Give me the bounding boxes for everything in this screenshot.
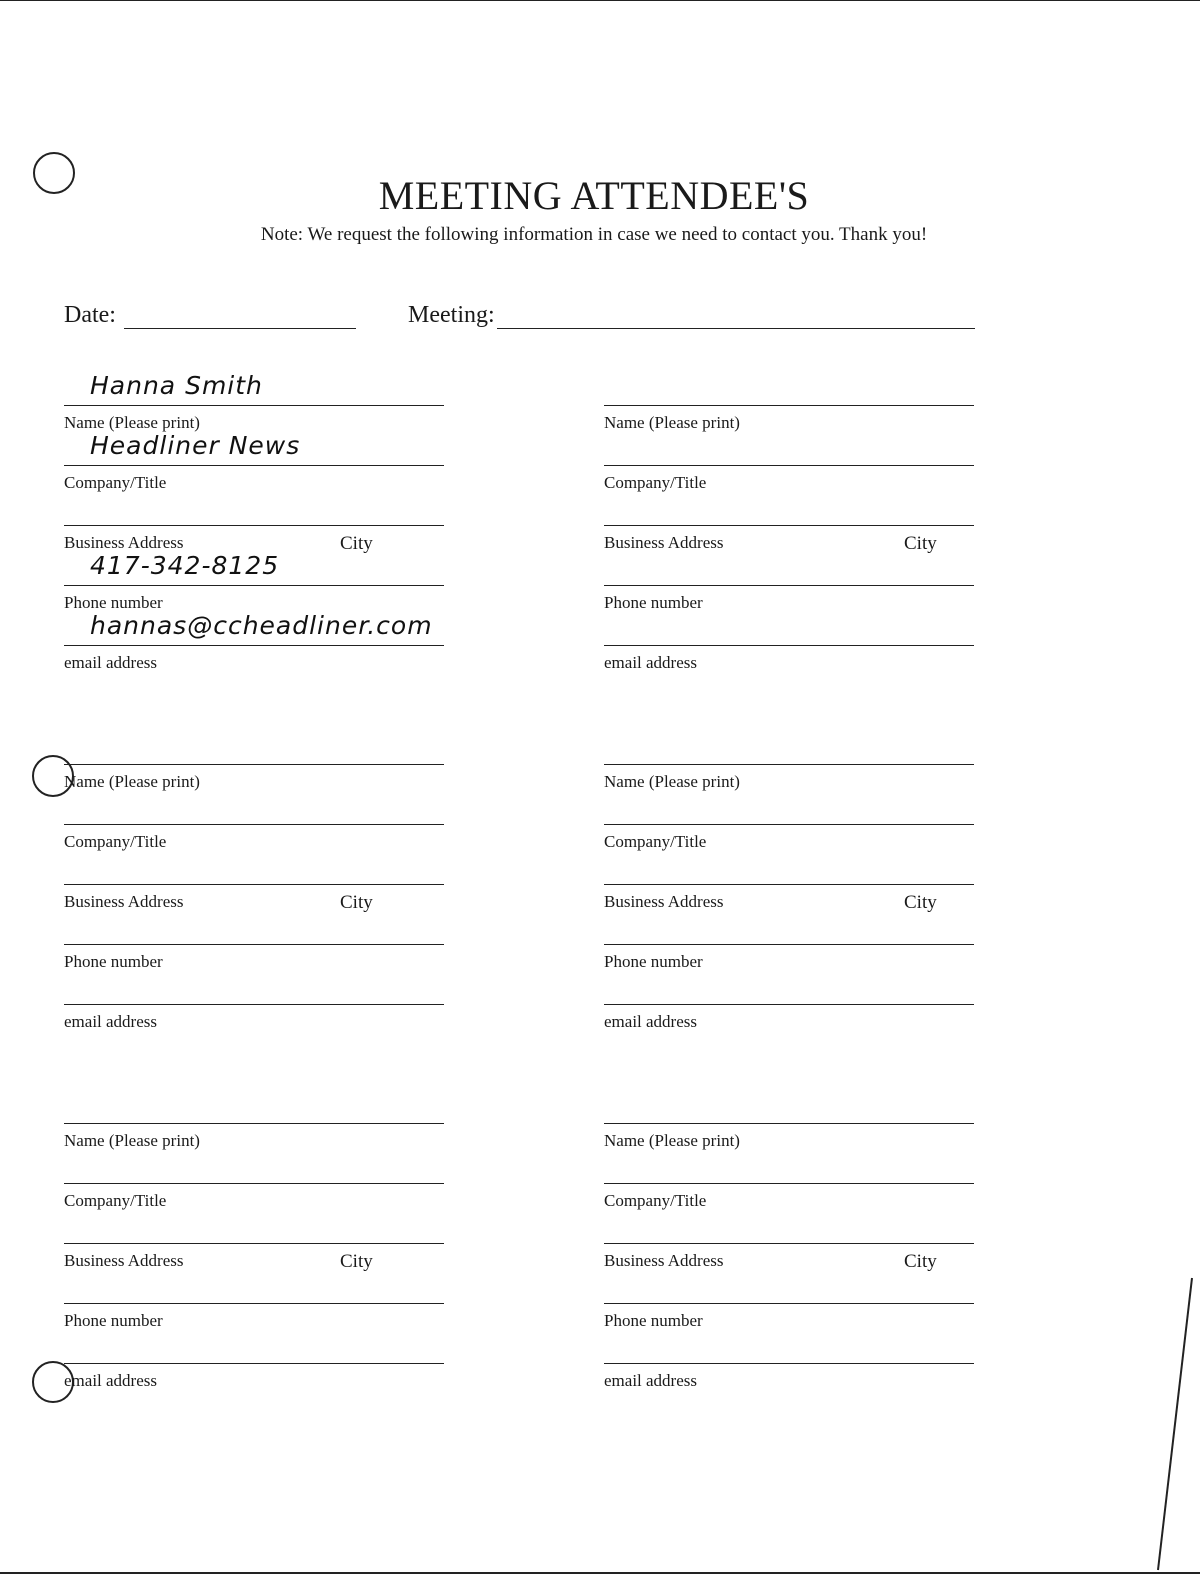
city-label: City	[904, 533, 937, 554]
email-label: email address	[604, 1371, 697, 1390]
name-field-line[interactable]	[604, 1123, 974, 1124]
phone-label: Phone number	[64, 1311, 163, 1330]
meeting-line[interactable]	[497, 328, 975, 329]
address-field-line[interactable]	[64, 1243, 444, 1244]
date-label: Date:	[64, 302, 116, 328]
email-field-line[interactable]	[64, 1004, 444, 1005]
date-line[interactable]	[124, 328, 356, 329]
city-label: City	[904, 1251, 937, 1272]
company-label: Company/Title	[604, 1191, 707, 1210]
email-field-line[interactable]	[604, 1004, 974, 1005]
email-label: email address	[64, 653, 157, 672]
email-field-line[interactable]	[604, 1363, 974, 1364]
phone-label: Phone number	[64, 952, 163, 971]
phone-label: Phone number	[604, 1311, 703, 1330]
email-label: email address	[604, 1012, 697, 1031]
address-field-line[interactable]	[604, 525, 974, 526]
company-field-line[interactable]	[604, 1183, 974, 1184]
company-field-line[interactable]	[64, 465, 444, 466]
address-field-line[interactable]	[64, 884, 444, 885]
name-label: Name (Please print)	[604, 772, 740, 791]
company-label: Company/Title	[604, 473, 707, 492]
address-label: Business Address	[64, 533, 184, 552]
company-label: Company/Title	[64, 473, 167, 492]
email-label: email address	[64, 1012, 157, 1031]
company-label: Company/Title	[64, 832, 167, 851]
city-label: City	[904, 892, 937, 913]
name-label: Name (Please print)	[604, 1131, 740, 1150]
name-field-line[interactable]	[64, 1123, 444, 1124]
name-label: Name (Please print)	[64, 1131, 200, 1150]
company-handwritten-value: Headliner News	[90, 431, 301, 460]
address-label: Business Address	[64, 892, 184, 911]
city-label: City	[340, 1251, 373, 1272]
city-label: City	[340, 533, 373, 554]
page-fold-edge	[1130, 1270, 1200, 1576]
phone-field-line[interactable]	[604, 944, 974, 945]
company-field-line[interactable]	[604, 824, 974, 825]
company-field-line[interactable]	[64, 1183, 444, 1184]
name-field-line[interactable]	[604, 405, 974, 406]
name-label: Name (Please print)	[64, 413, 200, 432]
email-label: email address	[604, 653, 697, 672]
phone-label: Phone number	[604, 952, 703, 971]
address-field-line[interactable]	[604, 884, 974, 885]
email-field-line[interactable]	[604, 645, 974, 646]
company-label: Company/Title	[604, 832, 707, 851]
phone-field-line[interactable]	[64, 1303, 444, 1304]
meeting-label: Meeting:	[408, 302, 495, 328]
address-field-line[interactable]	[604, 1243, 974, 1244]
email-field-line[interactable]	[64, 1363, 444, 1364]
name-field-line[interactable]	[64, 405, 444, 406]
phone-label: Phone number	[604, 593, 703, 612]
name-label: Name (Please print)	[604, 413, 740, 432]
company-field-line[interactable]	[604, 465, 974, 466]
email-handwritten-value: hannas@ccheadliner.com	[90, 611, 433, 640]
phone-field-line[interactable]	[604, 1303, 974, 1304]
address-label: Business Address	[604, 533, 724, 552]
phone-field-line[interactable]	[604, 585, 974, 586]
name-field-line[interactable]	[64, 764, 444, 765]
name-field-line[interactable]	[604, 764, 974, 765]
address-field-line[interactable]	[64, 525, 444, 526]
scan-edge-top	[0, 0, 1200, 1]
company-field-line[interactable]	[64, 824, 444, 825]
form-note: Note: We request the following information in case we need to contact you. Thank you!	[260, 224, 928, 245]
name-label: Name (Please print)	[64, 772, 200, 791]
address-label: Business Address	[64, 1251, 184, 1270]
form-title: MEETING ATTENDEE'S	[378, 173, 810, 218]
address-label: Business Address	[604, 1251, 724, 1270]
city-label: City	[340, 892, 373, 913]
phone-label: Phone number	[64, 593, 163, 612]
phone-handwritten-value: 417-342-8125	[90, 551, 280, 580]
phone-field-line[interactable]	[64, 944, 444, 945]
email-field-line[interactable]	[64, 645, 444, 646]
scan-edge-bottom	[0, 1572, 1200, 1574]
phone-field-line[interactable]	[64, 585, 444, 586]
email-label: email address	[64, 1371, 157, 1390]
name-handwritten-value: Hanna Smith	[90, 371, 263, 400]
company-label: Company/Title	[64, 1191, 167, 1210]
address-label: Business Address	[604, 892, 724, 911]
